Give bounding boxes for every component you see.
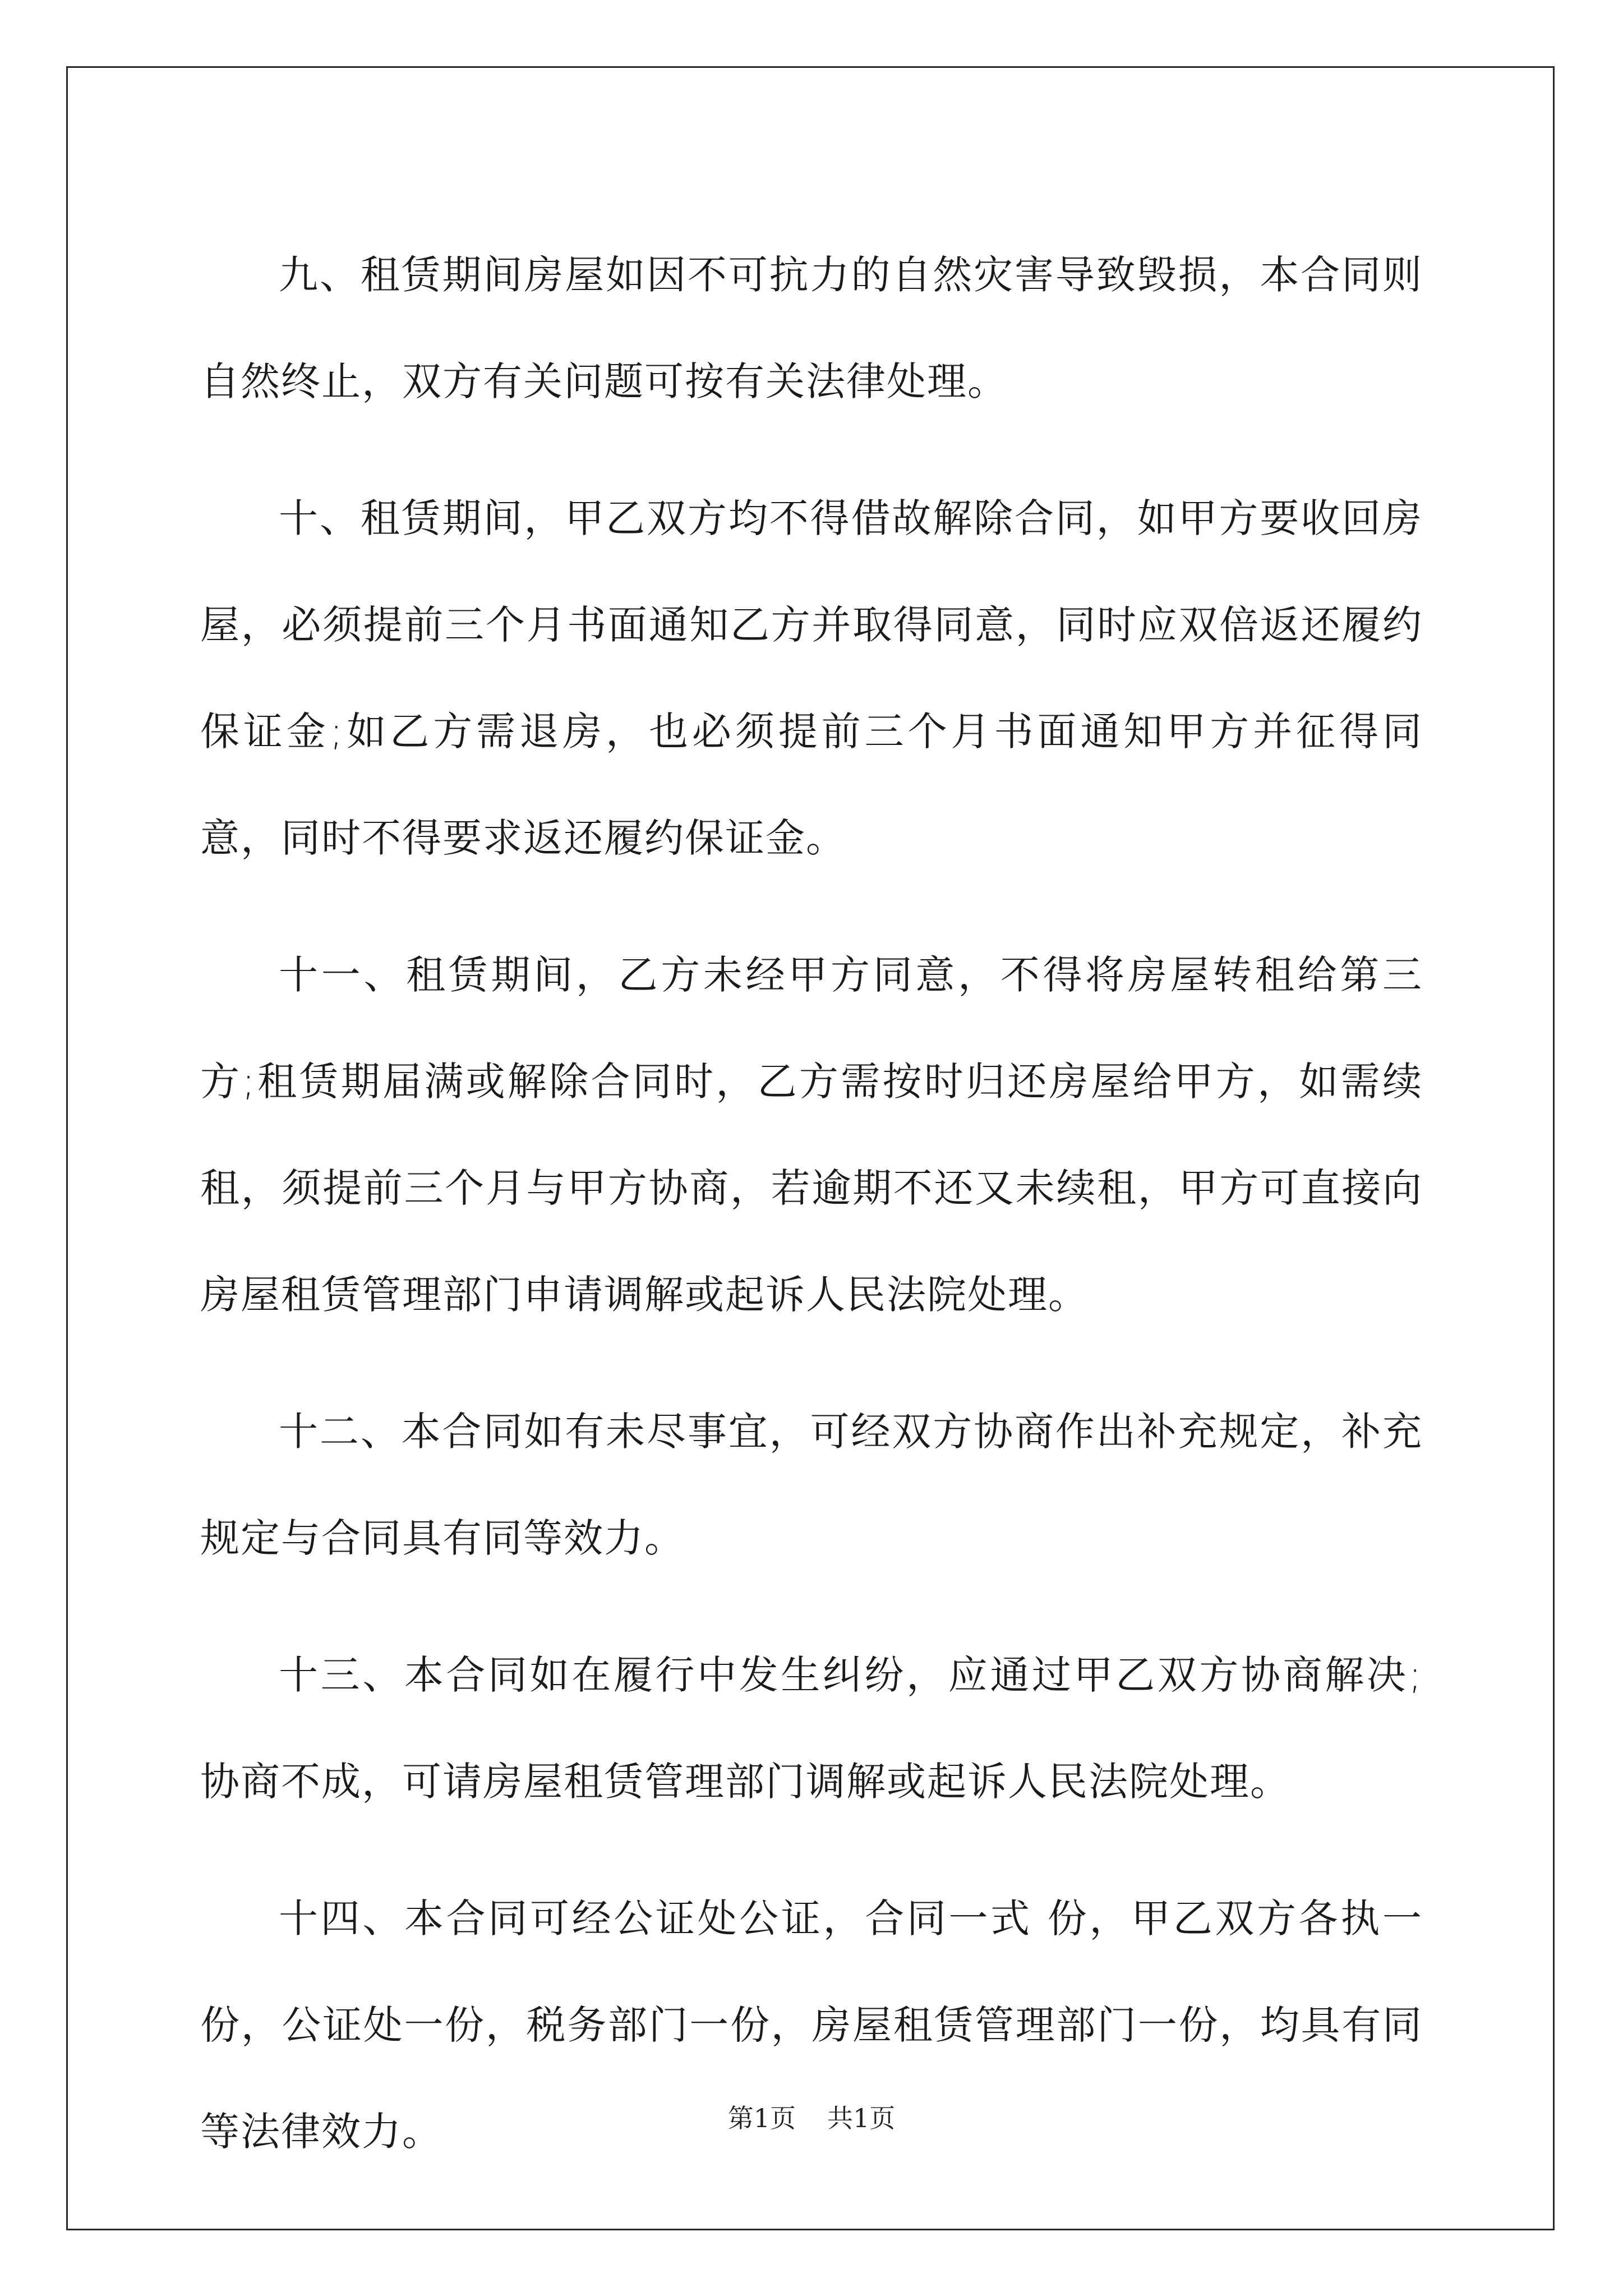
- page-total: 共1页: [827, 2103, 896, 2133]
- document-body: [200, 222, 1423, 2215]
- clause-13: 十三、本合同如在履行中发生纠纷，应通过甲乙双方协商解决;协商不成，可请房屋租赁管理部门调解或起诉人民法院处理。: [200, 1652, 1423, 1805]
- clause-12: 十二、本合同如有未尽事宜，可经双方协商作出补充规定，补充规定与合同具有同等效力。: [200, 1409, 1423, 1561]
- clause-14: 十四、本合同可经公证处公证，合同一式 份，甲乙双方各执一份，公证处一份，税务部门一份，房屋租赁管理部门一份，均具有同等法律效力。: [200, 1895, 1423, 2155]
- clause-11: 十一、租赁期间，乙方未经甲方同意，不得将房屋转租给第三方;租赁期届满或解除合同时，乙方需按时归还房屋给甲方，如需续租，须提前三个月与甲方协商，若逾期不还又未续租，甲方可直接向房屋租赁管理部门申请调解或起诉人民法院处理。: [200, 952, 1423, 1318]
- page-footer: [0, 2098, 1623, 2135]
- clause-10: 十、租赁期间，甲乙双方均不得借故解除合同，如甲方要收回房屋，必须提前三个月书面通知乙方并取得同意，同时应双倍返还履约保证金;如乙方需退房，也必须提前三个月书面通知甲方并征得同意，同时不得要求返还履约保证金。: [200, 495, 1423, 861]
- page-number: 第1页: [727, 2103, 796, 2133]
- clause-9: 九、租赁期间房屋如因不可抗力的自然灾害导致毁损，本合同则自然终止，双方有关问题可按有关法律处理。: [200, 252, 1423, 404]
